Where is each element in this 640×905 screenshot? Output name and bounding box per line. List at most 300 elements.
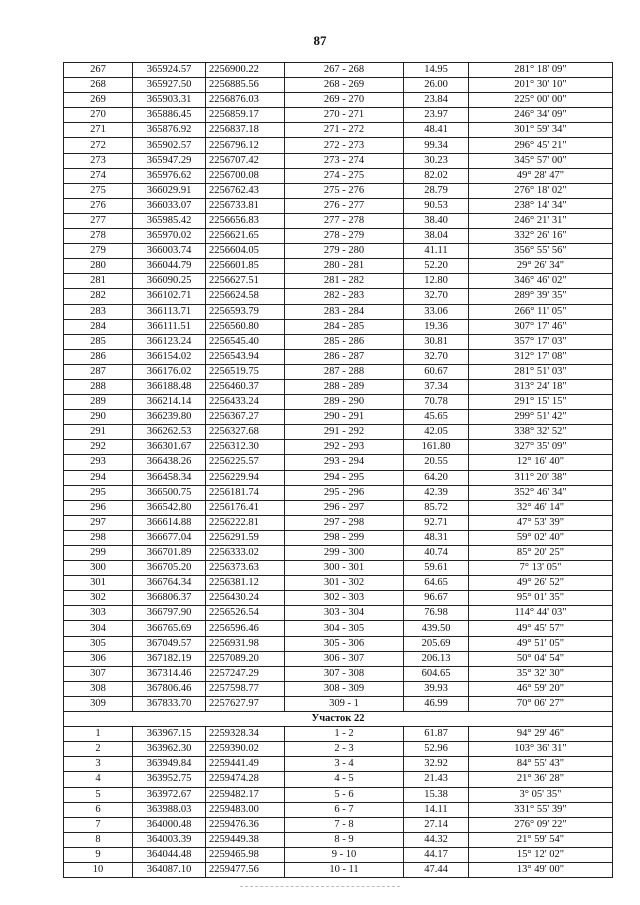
segment-cell: 272 - 273 (285, 138, 404, 153)
table-row (64, 395, 613, 410)
segment-cell: 271 - 272 (285, 123, 404, 138)
bearing-cell: 281° 18' 09" (469, 63, 613, 78)
table-row (64, 561, 613, 576)
x-coordinate-cell: 366044.79 (133, 259, 206, 274)
x-coordinate-cell: 365886.45 (133, 108, 206, 123)
table-row (64, 108, 613, 123)
y-coordinate-cell: 2257089.20 (206, 651, 285, 666)
segment-cell: 7 - 8 (285, 817, 404, 832)
point-number-cell: 271 (64, 123, 133, 138)
table-row (64, 636, 613, 651)
table-row (64, 183, 613, 198)
y-coordinate-cell: 2256373.63 (206, 561, 285, 576)
bearing-cell: 346° 46' 02" (469, 274, 613, 289)
table-row (64, 440, 613, 455)
table-row (64, 455, 613, 470)
x-coordinate-cell: 367806.46 (133, 681, 206, 696)
bearing-cell: 338° 32' 52" (469, 425, 613, 440)
y-coordinate-cell: 2256700.08 (206, 168, 285, 183)
x-coordinate-cell: 366262.53 (133, 425, 206, 440)
segment-cell: 278 - 279 (285, 229, 404, 244)
bearing-cell: 12° 16' 40" (469, 455, 613, 470)
x-coordinate-cell: 366029.91 (133, 183, 206, 198)
bearing-cell: 357° 17' 03" (469, 334, 613, 349)
segment-cell: 304 - 305 (285, 621, 404, 636)
point-number-cell: 289 (64, 395, 133, 410)
y-coordinate-cell: 2259476.36 (206, 817, 285, 832)
y-coordinate-cell: 2256859.17 (206, 108, 285, 123)
y-coordinate-cell: 2256367.27 (206, 410, 285, 425)
table-body-first-section (64, 63, 613, 712)
y-coordinate-cell: 2256596.46 (206, 621, 285, 636)
segment-cell: 297 - 298 (285, 515, 404, 530)
bearing-cell: 266° 11' 05" (469, 304, 613, 319)
x-coordinate-cell: 366701.89 (133, 546, 206, 561)
point-number-cell: 287 (64, 364, 133, 379)
x-coordinate-cell: 366677.04 (133, 530, 206, 545)
y-coordinate-cell: 2256733.81 (206, 198, 285, 213)
x-coordinate-cell: 366123.24 (133, 334, 206, 349)
table-row (64, 198, 613, 213)
y-coordinate-cell: 2256796.12 (206, 138, 285, 153)
x-coordinate-cell: 366764.34 (133, 576, 206, 591)
bearing-cell: 50° 04' 54" (469, 651, 613, 666)
x-coordinate-cell: 366458.34 (133, 470, 206, 485)
segment-cell: 268 - 269 (285, 78, 404, 93)
y-coordinate-cell: 2256519.75 (206, 364, 285, 379)
bearing-cell: 356° 55' 56" (469, 244, 613, 259)
segment-cell: 289 - 290 (285, 395, 404, 410)
table-row (64, 651, 613, 666)
length-cell: 40.74 (404, 546, 469, 561)
bearing-cell: 301° 59' 34" (469, 123, 613, 138)
x-coordinate-cell: 363967.15 (133, 727, 206, 742)
point-number-cell: 301 (64, 576, 133, 591)
x-coordinate-cell: 363988.03 (133, 802, 206, 817)
bearing-cell: 246° 34' 09" (469, 108, 613, 123)
point-number-cell: 6 (64, 802, 133, 817)
y-coordinate-cell: 2256837.18 (206, 123, 285, 138)
scan-artifact-line (240, 886, 400, 887)
x-coordinate-cell: 367833.70 (133, 696, 206, 711)
x-coordinate-cell: 365876.92 (133, 123, 206, 138)
x-coordinate-cell: 366614.88 (133, 515, 206, 530)
segment-cell: 267 - 268 (285, 63, 404, 78)
point-number-cell: 1 (64, 727, 133, 742)
section-header-row-group (64, 712, 613, 727)
segment-cell: 276 - 277 (285, 198, 404, 213)
x-coordinate-cell: 366003.74 (133, 244, 206, 259)
table-row (64, 742, 613, 757)
length-cell: 96.67 (404, 591, 469, 606)
bearing-cell: 3° 05' 35" (469, 787, 613, 802)
table-row (64, 862, 613, 877)
table-row (64, 591, 613, 606)
bearing-cell: 307° 17' 46" (469, 319, 613, 334)
length-cell: 28.79 (404, 183, 469, 198)
segment-cell: 280 - 281 (285, 259, 404, 274)
x-coordinate-cell: 366301.67 (133, 440, 206, 455)
segment-cell: 10 - 11 (285, 862, 404, 877)
point-number-cell: 290 (64, 410, 133, 425)
segment-cell: 4 - 5 (285, 772, 404, 787)
table-row (64, 787, 613, 802)
y-coordinate-cell: 2256900.22 (206, 63, 285, 78)
segment-cell: 2 - 3 (285, 742, 404, 757)
segment-cell: 295 - 296 (285, 485, 404, 500)
length-cell: 26.00 (404, 78, 469, 93)
x-coordinate-cell: 363952.75 (133, 772, 206, 787)
table-row (64, 696, 613, 711)
length-cell: 38.40 (404, 213, 469, 228)
bearing-cell: 103° 36' 31" (469, 742, 613, 757)
section-header-row (64, 712, 613, 727)
x-coordinate-cell: 363962.30 (133, 742, 206, 757)
x-coordinate-cell: 367314.46 (133, 666, 206, 681)
y-coordinate-cell: 2256225.57 (206, 455, 285, 470)
length-cell: 32.92 (404, 757, 469, 772)
y-coordinate-cell: 2256593.79 (206, 304, 285, 319)
x-coordinate-cell: 367182.19 (133, 651, 206, 666)
segment-cell: 298 - 299 (285, 530, 404, 545)
point-number-cell: 278 (64, 229, 133, 244)
point-number-cell: 305 (64, 636, 133, 651)
table-row (64, 666, 613, 681)
length-cell: 47.44 (404, 862, 469, 877)
length-cell: 21.43 (404, 772, 469, 787)
y-coordinate-cell: 2256291.59 (206, 530, 285, 545)
segment-cell: 296 - 297 (285, 500, 404, 515)
table-row (64, 168, 613, 183)
point-number-cell: 280 (64, 259, 133, 274)
x-coordinate-cell: 366113.71 (133, 304, 206, 319)
length-cell: 52.20 (404, 259, 469, 274)
x-coordinate-cell: 366090.25 (133, 274, 206, 289)
y-coordinate-cell: 2256333.02 (206, 546, 285, 561)
table-row (64, 289, 613, 304)
length-cell: 12.80 (404, 274, 469, 289)
length-cell: 64.65 (404, 576, 469, 591)
table-row (64, 485, 613, 500)
length-cell: 64.20 (404, 470, 469, 485)
y-coordinate-cell: 2256229.94 (206, 470, 285, 485)
segment-cell: 6 - 7 (285, 802, 404, 817)
table-row (64, 817, 613, 832)
length-cell: 39.93 (404, 681, 469, 696)
segment-cell: 287 - 288 (285, 364, 404, 379)
x-coordinate-cell: 363972.67 (133, 787, 206, 802)
table-row (64, 123, 613, 138)
point-number-cell: 288 (64, 379, 133, 394)
point-number-cell: 5 (64, 787, 133, 802)
y-coordinate-cell: 2256327.68 (206, 425, 285, 440)
point-number-cell: 293 (64, 455, 133, 470)
table-row (64, 63, 613, 78)
bearing-cell: 332° 26' 16" (469, 229, 613, 244)
length-cell: 61.87 (404, 727, 469, 742)
bearing-cell: 289° 39' 35" (469, 289, 613, 304)
y-coordinate-cell: 2257598.77 (206, 681, 285, 696)
segment-cell: 305 - 306 (285, 636, 404, 651)
length-cell: 30.81 (404, 334, 469, 349)
x-coordinate-cell: 364044.48 (133, 847, 206, 862)
x-coordinate-cell: 365902.57 (133, 138, 206, 153)
segment-cell: 306 - 307 (285, 651, 404, 666)
table-body-second-section (64, 727, 613, 878)
x-coordinate-cell: 364087.10 (133, 862, 206, 877)
table-row (64, 546, 613, 561)
length-cell: 90.53 (404, 198, 469, 213)
table-row (64, 364, 613, 379)
table-row (64, 727, 613, 742)
x-coordinate-cell: 366806.37 (133, 591, 206, 606)
point-number-cell: 291 (64, 425, 133, 440)
segment-cell: 9 - 10 (285, 847, 404, 862)
y-coordinate-cell: 2259449.38 (206, 832, 285, 847)
table-row (64, 802, 613, 817)
length-cell: 46.99 (404, 696, 469, 711)
length-cell: 42.05 (404, 425, 469, 440)
segment-cell: 285 - 286 (285, 334, 404, 349)
segment-cell: 303 - 304 (285, 606, 404, 621)
table-row (64, 349, 613, 364)
segment-cell: 293 - 294 (285, 455, 404, 470)
segment-cell: 269 - 270 (285, 93, 404, 108)
table-row (64, 138, 613, 153)
y-coordinate-cell: 2256176.41 (206, 500, 285, 515)
table-row (64, 244, 613, 259)
segment-cell: 274 - 275 (285, 168, 404, 183)
point-number-cell: 304 (64, 621, 133, 636)
length-cell: 20.55 (404, 455, 469, 470)
table-row (64, 93, 613, 108)
point-number-cell: 4 (64, 772, 133, 787)
point-number-cell: 3 (64, 757, 133, 772)
x-coordinate-cell: 366500.75 (133, 485, 206, 500)
y-coordinate-cell: 2256460.37 (206, 379, 285, 394)
point-number-cell: 302 (64, 591, 133, 606)
y-coordinate-cell: 2256560.80 (206, 319, 285, 334)
x-coordinate-cell: 365976.62 (133, 168, 206, 183)
x-coordinate-cell: 364003.39 (133, 832, 206, 847)
bearing-cell: 95° 01' 35" (469, 591, 613, 606)
point-number-cell: 303 (64, 606, 133, 621)
segment-cell: 309 - 1 (285, 696, 404, 711)
x-coordinate-cell: 365924.57 (133, 63, 206, 78)
bearing-cell: 49° 45' 57" (469, 621, 613, 636)
bearing-cell: 299° 51' 42" (469, 410, 613, 425)
x-coordinate-cell: 365985.42 (133, 213, 206, 228)
x-coordinate-cell: 366438.26 (133, 455, 206, 470)
table-row (64, 832, 613, 847)
y-coordinate-cell: 2259390.02 (206, 742, 285, 757)
segment-cell: 307 - 308 (285, 666, 404, 681)
y-coordinate-cell: 2256312.30 (206, 440, 285, 455)
point-number-cell: 8 (64, 832, 133, 847)
segment-cell: 291 - 292 (285, 425, 404, 440)
length-cell: 14.95 (404, 63, 469, 78)
point-number-cell: 308 (64, 681, 133, 696)
bearing-cell: 21° 36' 28" (469, 772, 613, 787)
bearing-cell: 276° 18' 02" (469, 183, 613, 198)
bearing-cell: 35° 32' 30" (469, 666, 613, 681)
bearing-cell: 296° 45' 21" (469, 138, 613, 153)
bearing-cell: 291° 15' 15" (469, 395, 613, 410)
segment-cell: 1 - 2 (285, 727, 404, 742)
table-row (64, 500, 613, 515)
y-coordinate-cell: 2256381.12 (206, 576, 285, 591)
x-coordinate-cell: 365903.31 (133, 93, 206, 108)
table-row (64, 229, 613, 244)
table-row (64, 606, 613, 621)
segment-cell: 5 - 6 (285, 787, 404, 802)
segment-cell: 286 - 287 (285, 349, 404, 364)
y-coordinate-cell: 2256931.98 (206, 636, 285, 651)
bearing-cell: 331° 55' 39" (469, 802, 613, 817)
segment-cell: 277 - 278 (285, 213, 404, 228)
length-cell: 604.65 (404, 666, 469, 681)
bearing-cell: 313° 24' 18" (469, 379, 613, 394)
table-row (64, 153, 613, 168)
y-coordinate-cell: 2256604.05 (206, 244, 285, 259)
bearing-cell: 94° 29' 46" (469, 727, 613, 742)
length-cell: 85.72 (404, 500, 469, 515)
bearing-cell: 15° 12' 02" (469, 847, 613, 862)
length-cell: 32.70 (404, 349, 469, 364)
point-number-cell: 9 (64, 847, 133, 862)
point-number-cell: 294 (64, 470, 133, 485)
length-cell: 32.70 (404, 289, 469, 304)
segment-cell: 275 - 276 (285, 183, 404, 198)
segment-cell: 270 - 271 (285, 108, 404, 123)
y-coordinate-cell: 2256876.03 (206, 93, 285, 108)
point-number-cell: 7 (64, 817, 133, 832)
y-coordinate-cell: 2259474.28 (206, 772, 285, 787)
bearing-cell: 70° 06' 27" (469, 696, 613, 711)
point-number-cell: 283 (64, 304, 133, 319)
segment-cell: 300 - 301 (285, 561, 404, 576)
segment-cell: 288 - 289 (285, 379, 404, 394)
point-number-cell: 277 (64, 213, 133, 228)
point-number-cell: 282 (64, 289, 133, 304)
segment-cell: 301 - 302 (285, 576, 404, 591)
length-cell: 70.78 (404, 395, 469, 410)
segment-cell: 283 - 284 (285, 304, 404, 319)
x-coordinate-cell: 366542.80 (133, 500, 206, 515)
table-row (64, 757, 613, 772)
point-number-cell: 298 (64, 530, 133, 545)
point-number-cell: 295 (64, 485, 133, 500)
bearing-cell: 85° 20' 25" (469, 546, 613, 561)
y-coordinate-cell: 2259483.00 (206, 802, 285, 817)
y-coordinate-cell: 2256621.65 (206, 229, 285, 244)
bearing-cell: 345° 57' 00" (469, 153, 613, 168)
segment-cell: 282 - 283 (285, 289, 404, 304)
length-cell: 23.97 (404, 108, 469, 123)
point-number-cell: 2 (64, 742, 133, 757)
x-coordinate-cell: 366176.02 (133, 364, 206, 379)
point-number-cell: 10 (64, 862, 133, 877)
page-number: 87 (313, 33, 327, 48)
x-coordinate-cell: 366154.02 (133, 349, 206, 364)
length-cell: 15.38 (404, 787, 469, 802)
x-coordinate-cell: 366102.71 (133, 289, 206, 304)
point-number-cell: 273 (64, 153, 133, 168)
bearing-cell: 311° 20' 38" (469, 470, 613, 485)
table-row (64, 576, 613, 591)
y-coordinate-cell: 2256885.56 (206, 78, 285, 93)
segment-cell: 8 - 9 (285, 832, 404, 847)
table-row (64, 621, 613, 636)
y-coordinate-cell: 2259477.56 (206, 862, 285, 877)
bearing-cell: 352° 46' 34" (469, 485, 613, 500)
bearing-cell: 114° 44' 03" (469, 606, 613, 621)
point-number-cell: 267 (64, 63, 133, 78)
table-row (64, 470, 613, 485)
y-coordinate-cell: 2259441.49 (206, 757, 285, 772)
table-row (64, 78, 613, 93)
y-coordinate-cell: 2256762.43 (206, 183, 285, 198)
table-row (64, 772, 613, 787)
length-cell: 48.41 (404, 123, 469, 138)
segment-cell: 308 - 309 (285, 681, 404, 696)
bearing-cell: 276° 09' 22" (469, 817, 613, 832)
length-cell: 14.11 (404, 802, 469, 817)
segment-cell: 292 - 293 (285, 440, 404, 455)
segment-cell: 290 - 291 (285, 410, 404, 425)
length-cell: 161.80 (404, 440, 469, 455)
x-coordinate-cell: 366239.80 (133, 410, 206, 425)
y-coordinate-cell: 2256222.81 (206, 515, 285, 530)
length-cell: 37.34 (404, 379, 469, 394)
bearing-cell: 84° 55' 43" (469, 757, 613, 772)
x-coordinate-cell: 366797.90 (133, 606, 206, 621)
segment-cell: 294 - 295 (285, 470, 404, 485)
y-coordinate-cell: 2256656.83 (206, 213, 285, 228)
x-coordinate-cell: 366111.51 (133, 319, 206, 334)
x-coordinate-cell: 366214.14 (133, 395, 206, 410)
length-cell: 99.34 (404, 138, 469, 153)
length-cell: 52.96 (404, 742, 469, 757)
point-number-cell: 268 (64, 78, 133, 93)
bearing-cell: 29° 26' 34" (469, 259, 613, 274)
point-number-cell: 300 (64, 561, 133, 576)
length-cell: 206.13 (404, 651, 469, 666)
length-cell: 439.50 (404, 621, 469, 636)
point-number-cell: 285 (64, 334, 133, 349)
y-coordinate-cell: 2256181.74 (206, 485, 285, 500)
x-coordinate-cell: 366188.48 (133, 379, 206, 394)
point-number-cell: 269 (64, 93, 133, 108)
length-cell: 38.04 (404, 229, 469, 244)
y-coordinate-cell: 2259465.98 (206, 847, 285, 862)
table-row (64, 274, 613, 289)
point-number-cell: 272 (64, 138, 133, 153)
bearing-cell: 47° 53' 39" (469, 515, 613, 530)
segment-cell: 273 - 274 (285, 153, 404, 168)
y-coordinate-cell: 2259482.17 (206, 787, 285, 802)
coordinates-table (63, 62, 613, 878)
point-number-cell: 281 (64, 274, 133, 289)
length-cell: 42.39 (404, 485, 469, 500)
table-row (64, 410, 613, 425)
point-number-cell: 296 (64, 500, 133, 515)
table-row (64, 213, 613, 228)
bearing-cell: 201° 30' 10" (469, 78, 613, 93)
x-coordinate-cell: 363949.84 (133, 757, 206, 772)
point-number-cell: 286 (64, 349, 133, 364)
x-coordinate-cell: 365970.02 (133, 229, 206, 244)
